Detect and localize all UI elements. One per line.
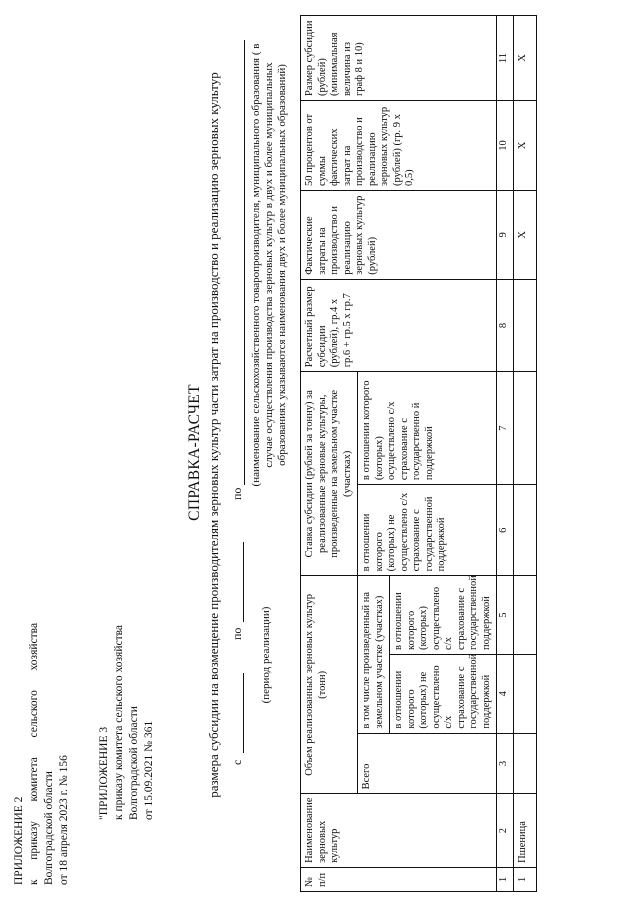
col-4-header: в отношении которого (которых) не осуществлено с/х страхование с государственной поддержкой [390,654,497,733]
appendix-2-line1: к приказу комитета сельского хозяйства [28,622,40,885]
appendix-3-line1: к приказу комитета сельского хозяйства [113,624,125,820]
period-caption: (период реализации) [260,606,272,704]
col-volume-header: Объем реализованных зерновых культур (тонн) [301,576,358,794]
table-row [514,16,537,892]
table-header-row-1 [301,16,358,892]
col-num-header: № п/п [301,867,497,891]
appendix-2-line2: Волгоградской области [43,771,55,885]
period-from-blank [230,673,244,753]
row-col6-cell [514,485,537,576]
column-number: 5 [497,576,514,655]
column-number: 1 [497,867,514,891]
col-5-header: в отношении которого (которых) осуществлено с/х страхование с государственной поддержкой [390,576,497,655]
row-col11-cell: X [514,16,537,101]
row-col10-cell: X [514,101,537,191]
appendix-3-block [97,580,157,820]
row-col8-cell [514,279,537,372]
period-from: с [230,759,244,765]
producer-prefix: по [230,487,244,500]
column-number: 9 [497,191,514,280]
column-number: 8 [497,279,514,372]
col-50-header: 50 процентов от суммы фактических затрат на производство и реализацию зерновых культур (рублей) (гр. 9 х 0,5) [301,101,497,191]
producer-caption: (наименование сельскохозяйственного товаропроизводителя, муниципального образования ( в случае осуществления производства зерновых культур в двух и более муниципальных образованиях указываются наименования двух и более муниципальных образований) [250,43,288,487]
col-incl-header: в том числе произведенный на земельном участке (участках) [358,576,390,733]
document-title: СПРАВКА-РАСЧЕТ [186,384,203,521]
row-col5-cell [514,576,537,655]
calculation-table [300,15,537,892]
row-col9-cell: X [514,191,537,280]
appendix-3-line2: Волгоградской области [128,706,140,820]
document-subtitle: размера субсидии на возмещение производителям зерновых культур части затрат на производство и реализацию зерновых культур [206,72,221,798]
col-name-header: Наименование зерновых культур [301,794,497,868]
row-num-cell: 1 [514,867,537,891]
col-actual-header: Фактические затраты на производство и реализацию зерновых культур (рублей) [301,191,497,280]
col-calc-header: Расчетный размер субсидии (рублей), гр.4 х гр.6 + гр.5 х гр.7 [301,279,497,372]
row-col4-cell [514,654,537,733]
appendix-2-line3: от 18 апреля 2023 г. № 156 [58,755,70,885]
column-number: 2 [497,794,514,868]
row-total-cell [514,733,537,794]
period-to-blank [230,542,244,622]
producer-blank [232,40,245,485]
period-to: по [230,627,244,640]
producer-line [230,30,245,500]
row-name-cell: Пшеница [514,794,537,868]
column-number: 4 [497,654,514,733]
column-number: 6 [497,485,514,576]
col-size-header: Размер субсидии (рублей) (минимальная величина из граф 8 и 10) [301,16,497,101]
col-rate-header: Ставка субсидии (рублей за тонну) за реализованные зерновые культуры, произведенные на земельном участке (участках) [301,372,358,576]
row-col7-cell [514,372,537,485]
column-number: 11 [497,16,514,101]
column-number: 10 [497,101,514,191]
appendix-2-title: ПРИЛОЖЕНИЕ 2 [13,796,25,885]
appendix-3-line3: от 15.09.2021 № 361 [143,720,155,820]
column-number-row [497,16,514,892]
col-7-header: в отношении которого (которых) осуществлено с/х страхование с государственно й поддержкой [358,372,497,485]
col-total-header: Всего [358,733,497,794]
column-number: 3 [497,733,514,794]
col-6-header: в отношении которого (которых) не осуществлено с/х страхование с государственной поддержкой [358,485,497,576]
column-number: 7 [497,372,514,485]
appendix-2-block [12,623,72,885]
appendix-3-title: "ПРИЛОЖЕНИЕ 3 [98,726,110,820]
